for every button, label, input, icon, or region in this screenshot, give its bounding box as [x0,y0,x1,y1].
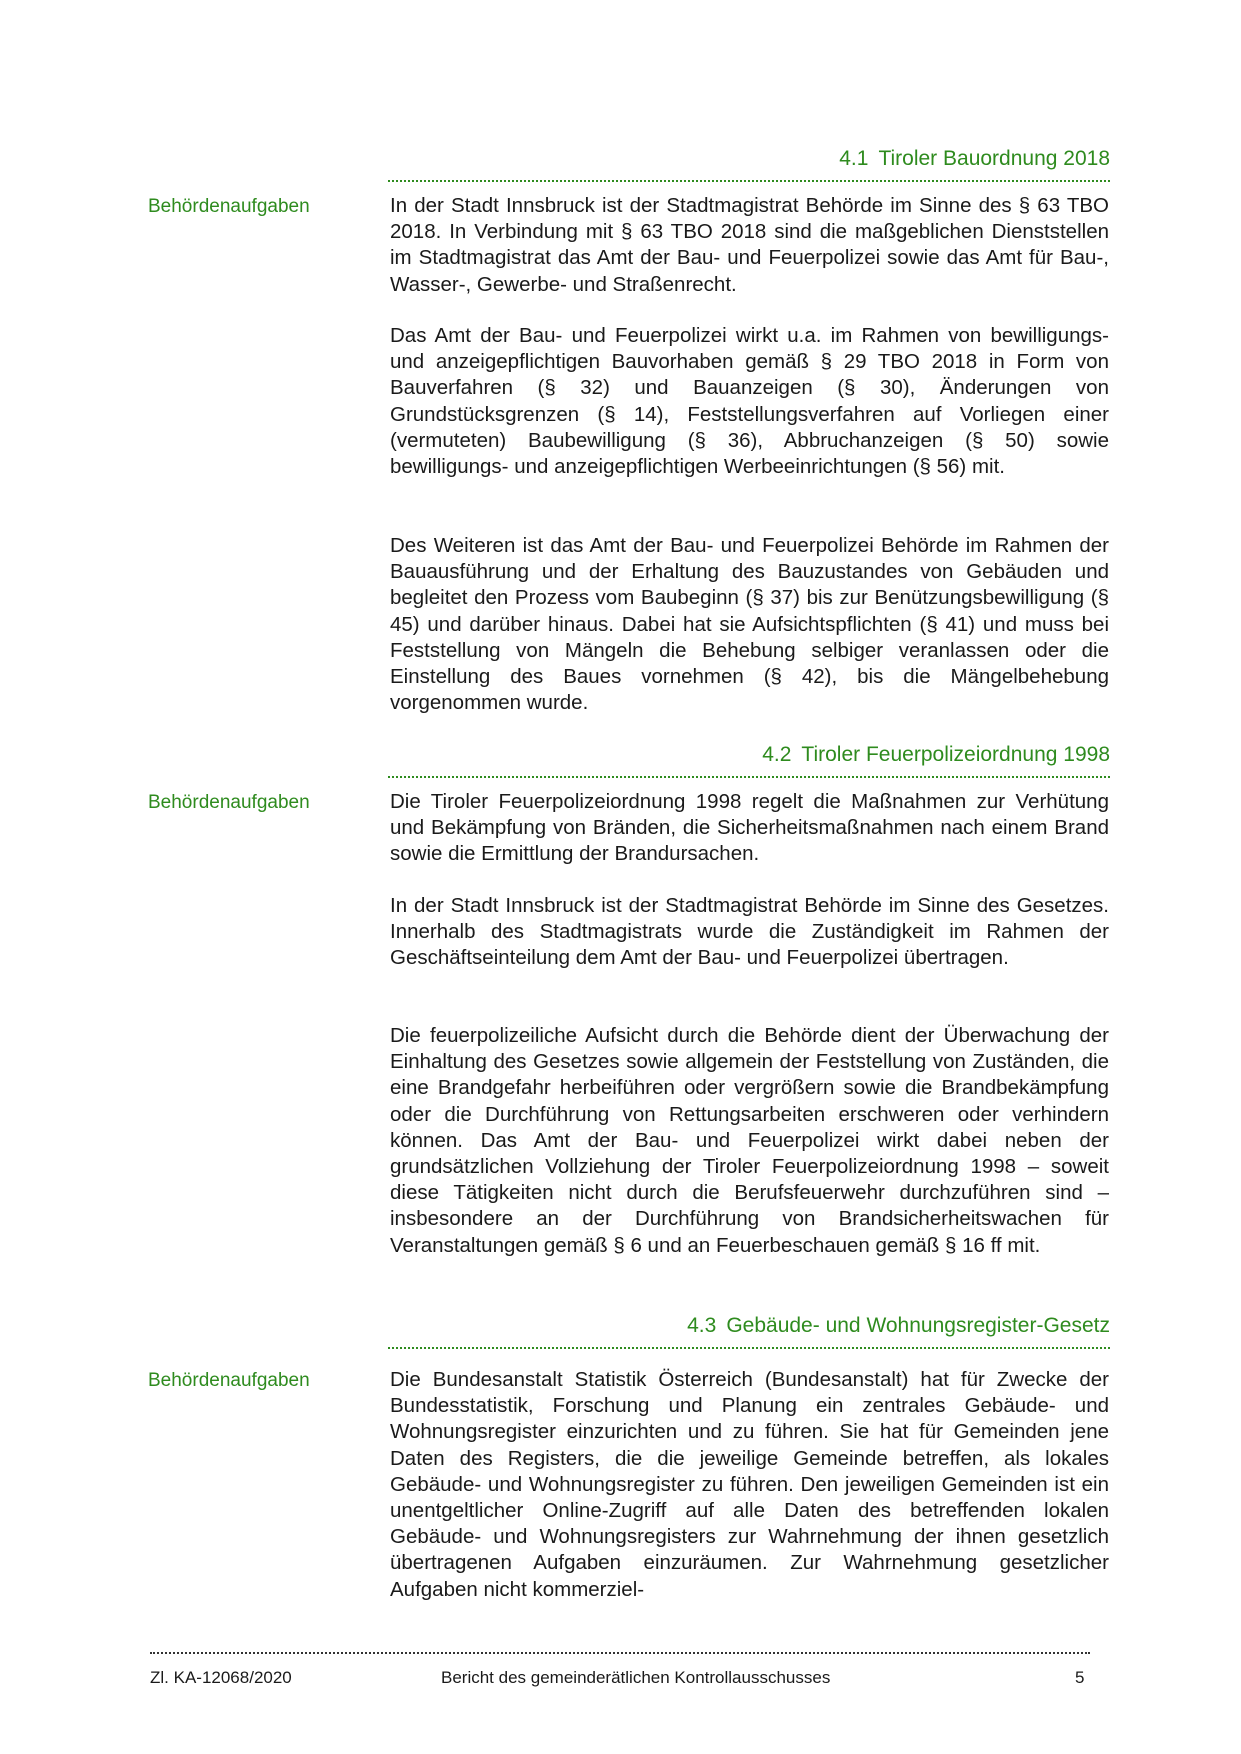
section-heading-4-3 [388,1313,1110,1349]
paragraph: Des Weiteren ist das Amt der Bau- und Feuerpolizei Behörde im Rahmen der Bauausführung und der Erhaltung des Bauzustandes von Gebäuden und begleitet den Prozess vom Baubeginn (§ 37) bis zur Benützungsbewilligung (§ 45) und darüber hinaus. Dabei hat sie Aufsichtspflichten (§ 41) und muss bei Feststellung von Mängeln die Behebung selbiger veranlassen oder die Einstellung des Baues vornehmen (§ 42), bis die Mängelbehebung vorgenommen wurde. [390,534,1109,715]
footer-report-title: Bericht des gemeinderätlichen Kontrollausschusses [441,1668,831,1687]
paragraph: Die Tiroler Feuerpolizeiordnung 1998 regelt die Maßnahmen zur Verhütung und Bekämpfung von Bränden, die Sicherheitsmaßnahmen nach einem Brand sowie die Ermittlung der Brandursachen. [390,790,1109,866]
section-title: Tiroler Feuerpolizeiordnung 1998 [801,743,1110,766]
section-heading-4-1 [388,146,1110,182]
side-label: Behördenaufgaben [148,1370,310,1391]
section-heading-4-2 [388,742,1110,778]
section-title: Tiroler Bauordnung 2018 [878,147,1110,170]
section-number: 4.3 [687,1314,717,1337]
section-number: 4.2 [762,743,792,766]
page-number: 5 [1075,1668,1085,1687]
paragraph: In der Stadt Innsbruck ist der Stadtmagistrat Behörde im Sinne des § 63 TBO 2018. In Verbindung mit § 63 TBO 2018 sind die maßgeblichen Dienststellen im Stadtmagistrat das Amt der Bau- und Feuerpolizei sowie das Amt für Bau-, Wasser-, Gewerbe- und Straßenrecht. [390,194,1109,296]
side-label: Behördenaufgaben [148,196,310,217]
side-label: Behördenaufgaben [148,792,310,813]
footer-reference: Zl. KA-12068/2020 [150,1668,292,1687]
paragraph: In der Stadt Innsbruck ist der Stadtmagistrat Behörde im Sinne des Gesetzes. Innerhalb des Stadtmagistrats wurde die Zuständigkeit im Rahmen der Geschäftseinteilung dem Amt der Bau- und Feuerpolizei übertragen. [390,894,1109,970]
paragraph: Die feuerpolizeiliche Aufsicht durch die Behörde dient der Überwachung der Einhaltung des Gesetzes sowie allgemein der Feststellung von Zuständen, die eine Brandgefahr herbeiführen oder vergrößern sowie die Brandbekämpfung oder die Durchführung von Rettungsarbeiten erschweren oder verhindern können. Das Amt der Bau- und Feuerpolizei wirkt dabei neben der grundsätzlichen Vollziehung der Tiroler Feuerpolizeiordnung 1998 – soweit diese Tätigkeiten nicht durch die Berufsfeuerwehr durchzuführen sind – insbesondere an der Durchführung von Brandsicherheitswachen für Veranstaltungen gemäß § 6 und an Feuerbeschauen gemäß § 16 ff mit. [390,1024,1109,1257]
paragraph: Das Amt der Bau- und Feuerpolizei wirkt u.a. im Rahmen von bewilligungs- und anzeigepflichtigen Bauvorhaben gemäß § 29 TBO 2018 in Form von Bauverfahren (§ 32) und Bauanzeigen (§ 30), Änderungen von Grundstücksgrenzen (§ 14), Feststellungsverfahren auf Vorliegen einer (vermuteten) Baubewilligung (§ 36), Abbruchanzeigen (§ 50) sowie bewilligungs- und anzeigepflichtigen Werbeeinrichtungen (§ 56) mit. [390,324,1109,479]
section-number: 4.1 [839,147,869,170]
section-title: Gebäude- und Wohnungsregister-Gesetz [726,1314,1110,1337]
footer-divider [150,1652,1090,1654]
paragraph: Die Bundesanstalt Statistik Österreich (Bundesanstalt) hat für Zwecke der Bundesstatistik, Forschung und Planung ein zentrales Gebäude- und Wohnungsregister einzurichten und zu führen. Sie hat für Gemeinden jene Daten des Registers, die die jeweilige Gemeinde betreffen, als lokales Gebäude- und Wohnungsregister zu führen. Den jeweiligen Gemeinden ist ein unentgeltlicher Online-Zugriff auf alle Daten des betreffenden lokalen Gebäude- und Wohnungsregisters zur Wahrnehmung der ihnen gesetzlich übertragenen Aufgaben einzuräumen. Zur Wahrnehmung gesetzlicher Aufgaben nicht kommerziel- [390,1368,1109,1601]
